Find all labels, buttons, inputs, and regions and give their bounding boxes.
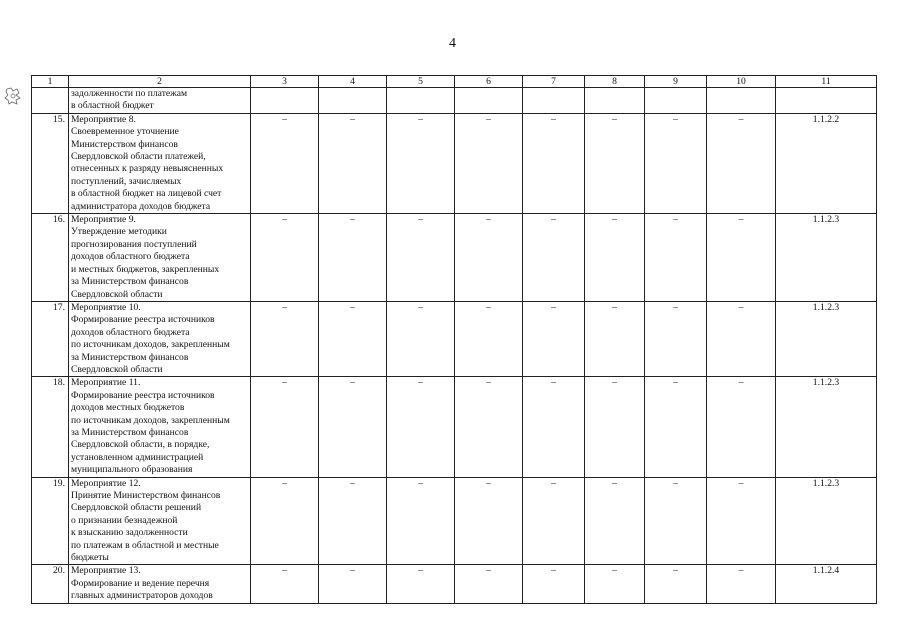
row-number: 20.	[32, 565, 69, 603]
value-cell-col-3: –	[251, 214, 319, 302]
value-cell-col-3: –	[251, 377, 319, 477]
description-line: за Министерством финансов	[71, 276, 189, 288]
target-code: 1.1.2.4	[776, 565, 877, 603]
table-row	[32, 377, 877, 477]
column-header-9: 9	[645, 76, 707, 88]
description-line: за Министерством финансов	[71, 351, 189, 363]
empty-cell	[251, 88, 319, 114]
value-cell-col-3: –	[251, 477, 319, 565]
value-cell-col-4: –	[319, 565, 387, 603]
measure-description	[69, 377, 251, 477]
description-line: главных администраторов доходов	[71, 590, 213, 602]
row-number: 17.	[32, 301, 69, 376]
description-line: Своевременное уточнение	[71, 126, 179, 138]
description-line: Свердловской области решений	[71, 502, 202, 514]
value-cell-col-3: –	[251, 113, 319, 213]
measure-description	[69, 214, 251, 302]
description-line: Мероприятие 10.	[71, 301, 141, 313]
column-header-6: 6	[455, 76, 523, 88]
value-cell-col-7: –	[523, 113, 585, 213]
value-cell-col-6: –	[455, 565, 523, 603]
value-cell-col-6: –	[455, 477, 523, 565]
value-cell-col-10: –	[707, 214, 776, 302]
value-cell-col-5: –	[387, 214, 455, 302]
target-code: 1.1.2.3	[776, 214, 877, 302]
value-cell-col-10: –	[707, 477, 776, 565]
description-line: Формирование реестра источников	[71, 389, 215, 401]
target-code: 1.1.2.3	[776, 377, 877, 477]
empty-cell	[319, 88, 387, 114]
column-header-10: 10	[707, 76, 776, 88]
value-cell-col-9: –	[645, 377, 707, 477]
value-cell-col-9: –	[645, 301, 707, 376]
description-line: отнесенных к разряду невыясненных	[71, 163, 224, 175]
value-cell-col-4: –	[319, 113, 387, 213]
value-cell-col-6: –	[455, 113, 523, 213]
empty-cell	[585, 88, 645, 114]
measures-table	[31, 75, 877, 604]
value-cell-col-9: –	[645, 214, 707, 302]
value-cell-col-8: –	[585, 377, 645, 477]
description-line: Мероприятие 12.	[71, 477, 141, 489]
value-cell-col-3: –	[251, 565, 319, 603]
value-cell-col-10: –	[707, 301, 776, 376]
target-code: 1.1.2.3	[776, 301, 877, 376]
continuation-line: задолженности по платежам	[71, 88, 188, 99]
row-number: 18.	[32, 377, 69, 477]
value-cell-col-5: –	[387, 301, 455, 376]
table-row	[32, 565, 877, 603]
continuation-desc-cell	[69, 88, 251, 114]
value-cell-col-7: –	[523, 377, 585, 477]
empty-cell	[707, 88, 776, 114]
value-cell-col-3: –	[251, 301, 319, 376]
value-cell-col-5: –	[387, 477, 455, 565]
value-cell-col-8: –	[585, 565, 645, 603]
description-line: бюджеты	[71, 552, 109, 564]
description-line: Утверждение методики	[71, 226, 167, 238]
value-cell-col-9: –	[645, 565, 707, 603]
column-header-1: 1	[32, 76, 69, 88]
value-cell-col-4: –	[319, 377, 387, 477]
table-row	[32, 113, 877, 213]
description-line: Свердловской области	[71, 288, 163, 300]
value-cell-col-7: –	[523, 214, 585, 302]
empty-cell	[645, 88, 707, 114]
value-cell-col-5: –	[387, 565, 455, 603]
page-number: 4	[449, 36, 456, 51]
column-header-4: 4	[319, 76, 387, 88]
continuation-line: в областной бюджет	[71, 100, 154, 112]
value-cell-col-5: –	[387, 113, 455, 213]
description-line: Мероприятие 13.	[71, 565, 141, 577]
value-cell-col-8: –	[585, 477, 645, 565]
value-cell-col-10: –	[707, 113, 776, 213]
description-line: доходов областного бюджета	[71, 326, 190, 338]
stamp-mark	[4, 86, 22, 106]
value-cell-col-8: –	[585, 301, 645, 376]
continuation-row	[32, 88, 877, 114]
value-cell-col-10: –	[707, 377, 776, 477]
continuation-num-cell	[32, 88, 69, 114]
empty-cell	[387, 88, 455, 114]
description-line: доходов областного бюджета	[71, 251, 190, 263]
description-line: по источникам доходов, закрепленным	[71, 414, 230, 426]
value-cell-col-6: –	[455, 301, 523, 376]
target-code: 1.1.2.2	[776, 113, 877, 213]
empty-cell	[455, 88, 523, 114]
value-cell-col-4: –	[319, 477, 387, 565]
row-number: 19.	[32, 477, 69, 565]
description-line: Мероприятие 11.	[71, 377, 141, 389]
value-cell-col-10: –	[707, 565, 776, 603]
value-cell-col-9: –	[645, 477, 707, 565]
value-cell-col-5: –	[387, 377, 455, 477]
row-number: 16.	[32, 214, 69, 302]
description-line: Формирование и ведение перечня	[71, 577, 210, 589]
row-number: 15.	[32, 113, 69, 213]
description-line: Принятие Министерством финансов	[71, 490, 221, 501]
description-line: за Министерством финансов	[71, 426, 189, 438]
value-cell-col-6: –	[455, 214, 523, 302]
description-line: Свердловской области платежей,	[71, 151, 206, 163]
table-row	[32, 301, 877, 376]
description-line: к взысканию задолженности	[71, 527, 188, 539]
description-line: Свердловской области	[71, 363, 163, 375]
value-cell-col-7: –	[523, 301, 585, 376]
description-line: администратора доходов бюджета	[71, 200, 211, 212]
value-cell-col-9: –	[645, 113, 707, 213]
measure-description	[69, 477, 251, 565]
value-cell-col-7: –	[523, 477, 585, 565]
value-cell-col-4: –	[319, 301, 387, 376]
stamp-icon	[4, 86, 22, 106]
value-cell-col-7: –	[523, 565, 585, 603]
column-header-5: 5	[387, 76, 455, 88]
value-cell-col-8: –	[585, 113, 645, 213]
description-line: в областной бюджет на лицевой счет	[71, 188, 222, 200]
measure-description	[69, 113, 251, 213]
description-line: по источникам доходов, закрепленным	[71, 339, 230, 351]
description-line: и местных бюджетов, закрепленных	[71, 263, 220, 275]
value-cell-col-4: –	[319, 214, 387, 302]
description-line: Министерством финансов	[71, 138, 178, 150]
description-line: установленном администрацией	[71, 451, 204, 463]
description-line: Мероприятие 9.	[71, 214, 136, 226]
column-header-8: 8	[585, 76, 645, 88]
empty-cell	[776, 88, 877, 114]
value-cell-col-6: –	[455, 377, 523, 477]
empty-cell	[523, 88, 585, 114]
description-line: поступлений, зачисляемых	[71, 175, 182, 187]
description-line: Свердловской области, в порядке,	[71, 439, 210, 451]
description-line: прогнозирования поступлений	[71, 238, 197, 250]
description-line: Формирование реестра источников	[71, 314, 215, 326]
column-header-2: 2	[69, 76, 251, 88]
measure-description	[69, 565, 251, 603]
column-header-7: 7	[523, 76, 585, 88]
column-header-11: 11	[776, 76, 877, 88]
target-code: 1.1.2.3	[776, 477, 877, 565]
table-row	[32, 214, 877, 302]
description-line: о признании безнадежной	[71, 514, 178, 526]
description-line: муниципального образования	[71, 464, 193, 476]
column-header-3: 3	[251, 76, 319, 88]
description-line: доходов местных бюджетов	[71, 402, 185, 414]
measure-description	[69, 301, 251, 376]
header-row	[32, 76, 877, 88]
description-line: Мероприятие 8.	[71, 113, 136, 125]
value-cell-col-8: –	[585, 214, 645, 302]
description-line: по платежам в областной и местные	[71, 539, 219, 551]
table-row	[32, 477, 877, 565]
